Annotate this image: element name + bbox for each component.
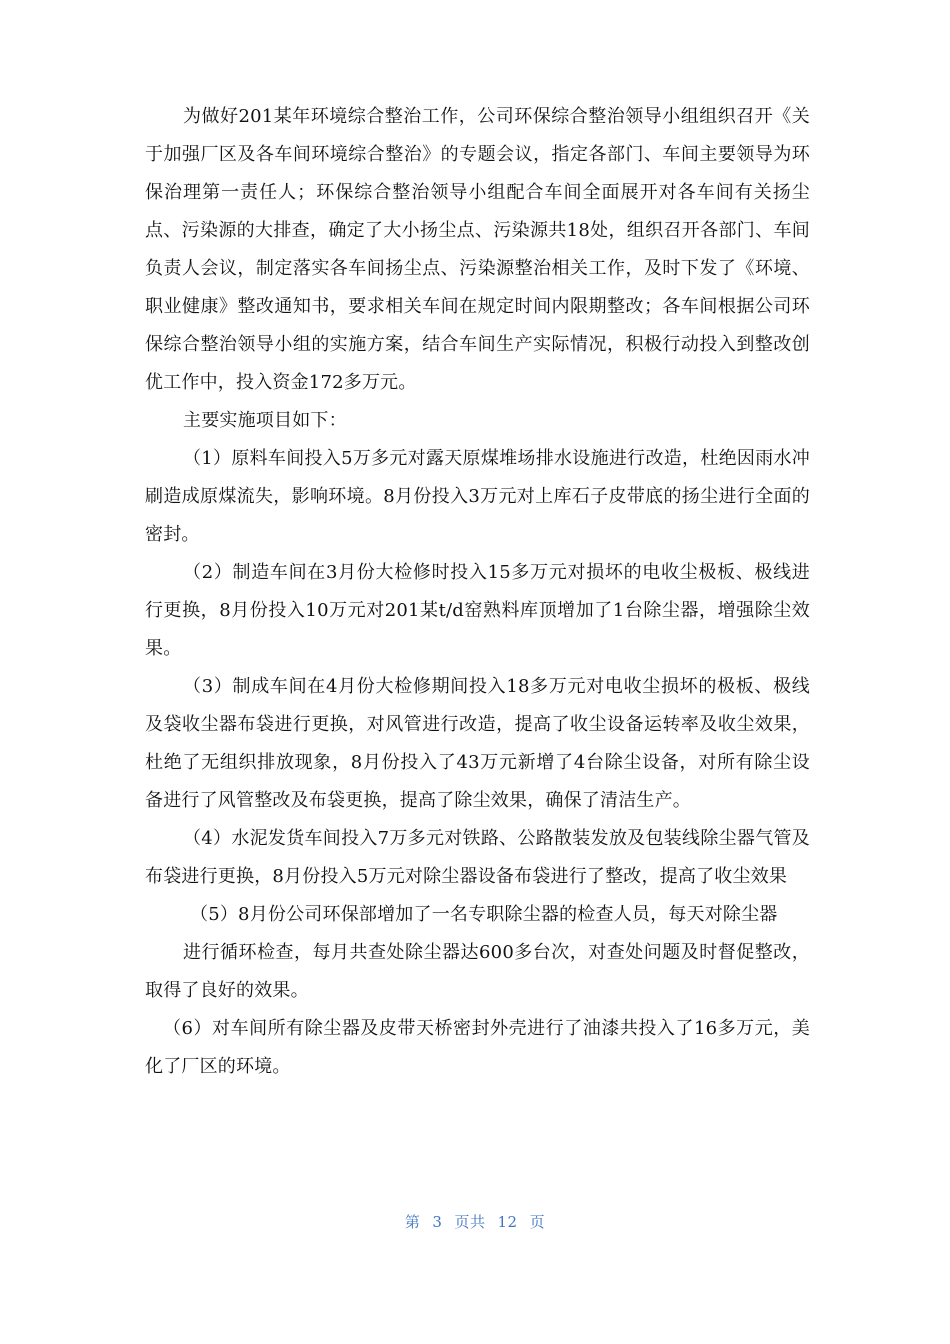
document-body bbox=[145, 98, 810, 1086]
project-item-5-line-1: （5）8月份公司环保部增加了一名专职除尘器的检查人员，每天对除尘器 bbox=[190, 904, 778, 925]
footer-current-page: 3 bbox=[432, 1213, 443, 1231]
project-item-2: （2）制造车间在3月份大检修时投入15多万元对损坏的电收尘极板、极线进行更换，8月份投入10万元对201某t/d窑熟料库顶增加了1台除尘器，增强除尘效果。 bbox=[145, 562, 810, 659]
project-item-3: （3）制成车间在4月份大检修期间投入18多万元对电收尘损坏的极板、极线及袋收尘器布袋进行更换，对风管进行改造，提高了收尘设备运转率及收尘效果，杜绝了无组织排放现象，8月份投入了43万元新增了4台除尘设备，对所有除尘设备进行了风管整改及布袋更换，提高了除尘效果，确保了清洁生产。 bbox=[145, 676, 810, 811]
page-footer bbox=[0, 1211, 950, 1232]
footer-prefix: 第 bbox=[404, 1213, 421, 1231]
project-item-1: （1）原料车间投入5万多元对露天原煤堆场排水设施进行改造，杜绝因雨水冲刷造成原煤流失，影响环境。8月份投入3万元对上库石子皮带底的扬尘进行全面的密封。 bbox=[145, 448, 810, 545]
project-item-5-line-2: 进行循环检查，每月共查处除尘器达600多台次，对查处问题及时督促整改，取得了良好的效果。 bbox=[145, 942, 810, 1001]
footer-middle: 页共 bbox=[454, 1213, 486, 1231]
footer-total-pages: 12 bbox=[497, 1213, 518, 1231]
project-item-6: （6）对车间所有除尘器及皮带天桥密封外壳进行了油漆共投入了16多万元，美化了厂区的环境。 bbox=[145, 1018, 810, 1077]
footer-suffix: 页 bbox=[529, 1213, 546, 1231]
project-item-4: （4）水泥发货车间投入7万多元对铁路、公路散装发放及包装线除尘器气管及布袋进行更换，8月份投入5万元对除尘器设备布袋进行了整改，提高了收尘效果 bbox=[145, 828, 810, 887]
intro-paragraph: 为做好201某年环境综合整治工作，公司环保综合整治领导小组组织召开《关于加强厂区及各车间环境综合整治》的专题会议，指定各部门、车间主要领导为环保治理第一责任人；环保综合整治领导小组配合车间全面展开对各车间有关扬尘点、污染源的大排查，确定了大小扬尘点、污染源共18处，组织召开各部门、车间负责人会议，制定落实各车间扬尘点、污染源整治相关工作，及时下发了《环境、职业健康》整改通知书，要求相关车间在规定时间内限期整改；各车间根据公司环保综合整治领导小组的实施方案，结合车间生产实际情况，积极行动投入到整改创优工作中，投入资金172多万元。 bbox=[145, 106, 810, 393]
projects-heading: 主要实施项目如下： bbox=[183, 410, 347, 431]
